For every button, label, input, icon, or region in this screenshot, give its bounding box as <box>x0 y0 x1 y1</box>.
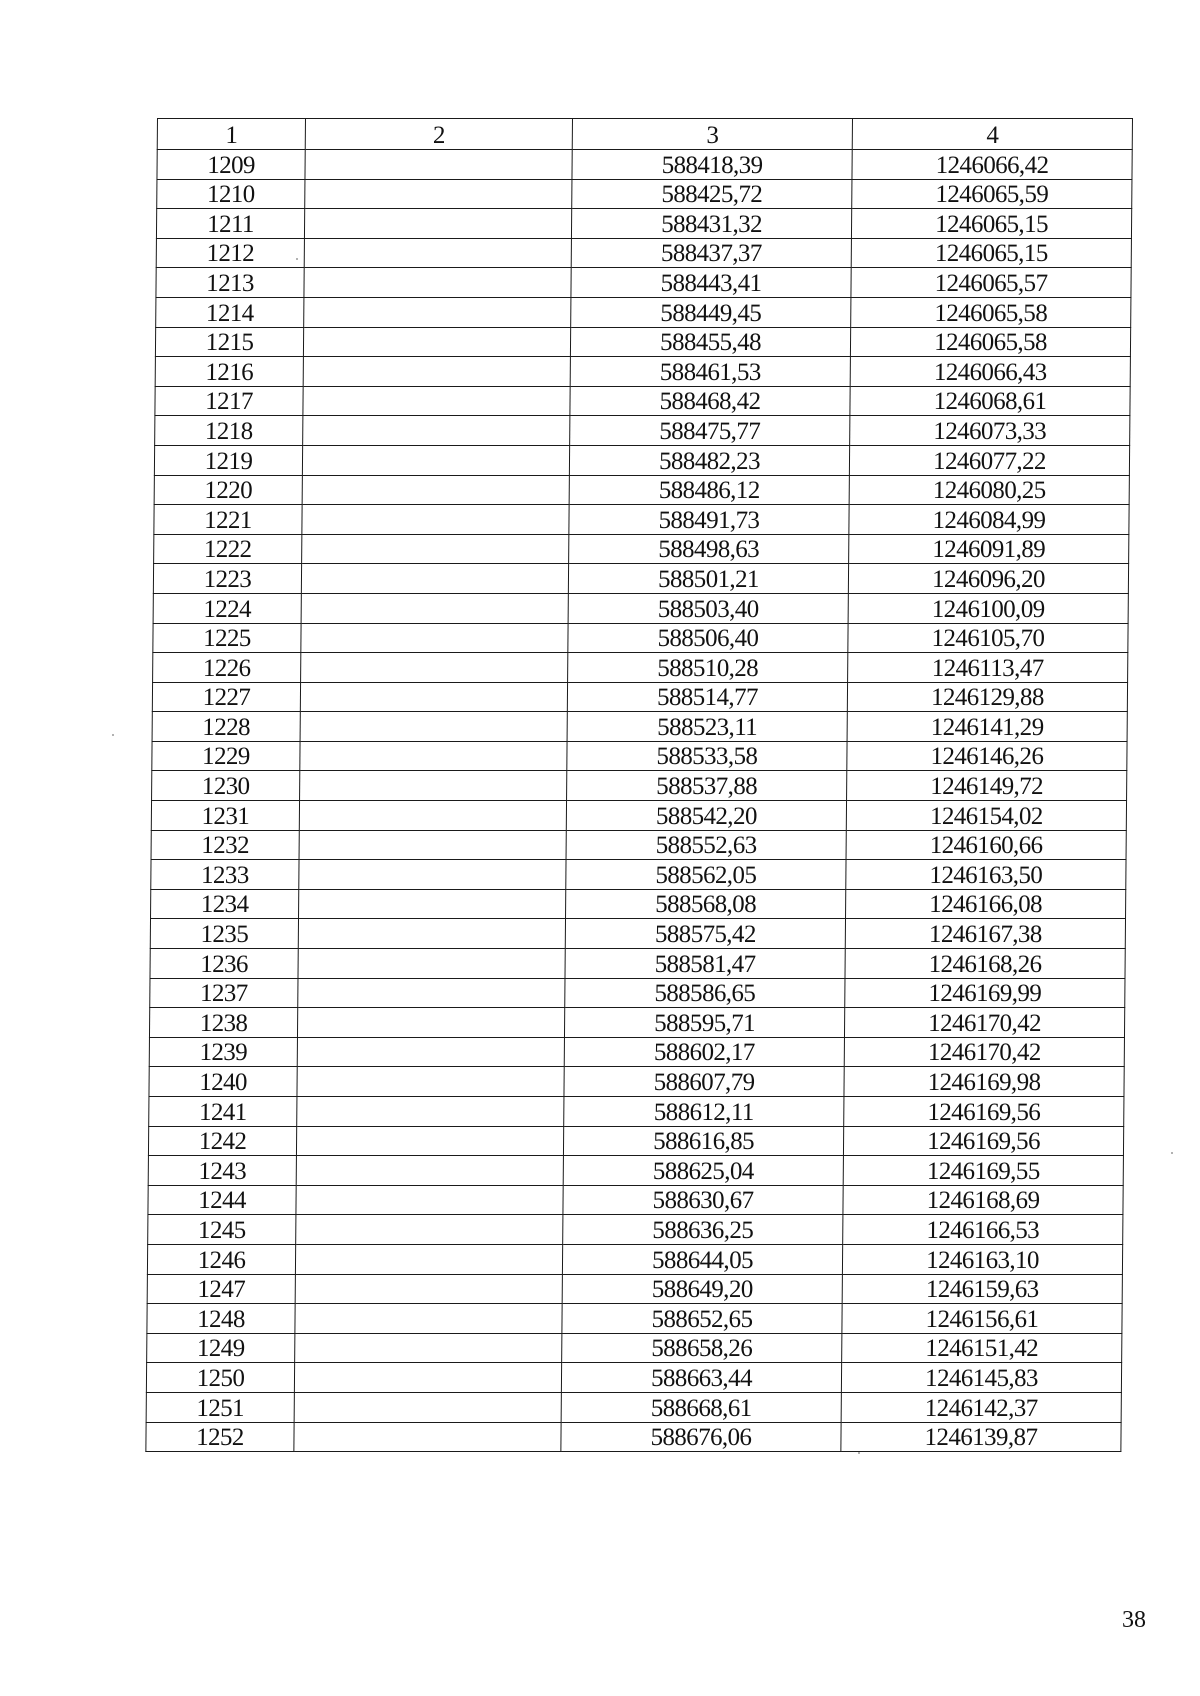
table-row <box>151 830 1126 860</box>
table-row <box>148 1126 1123 1156</box>
row-number-cell: 1217 <box>155 386 303 416</box>
y-coordinate-cell: 1246159,63 <box>842 1274 1122 1304</box>
row-number-cell: 1250 <box>146 1363 294 1393</box>
x-coordinate-cell: 588668,61 <box>561 1392 841 1422</box>
table-header <box>157 119 1132 150</box>
table-row <box>148 1215 1123 1245</box>
y-coordinate-cell: 1246065,57 <box>851 268 1131 298</box>
scan-artifact <box>858 1452 860 1454</box>
row-number-cell: 1231 <box>151 801 299 831</box>
empty-cell <box>295 1274 562 1304</box>
header-row <box>157 119 1132 150</box>
y-coordinate-cell: 1246100,09 <box>848 593 1128 623</box>
x-coordinate-cell: 588461,53 <box>570 357 850 387</box>
x-coordinate-cell: 588468,42 <box>570 386 850 416</box>
y-coordinate-cell: 1246129,88 <box>847 682 1127 712</box>
row-number-cell: 1233 <box>151 860 299 890</box>
row-number-cell: 1230 <box>152 771 300 801</box>
empty-cell <box>299 860 566 890</box>
empty-cell <box>298 978 565 1008</box>
x-coordinate-cell: 588636,25 <box>563 1215 843 1245</box>
empty-cell <box>299 801 566 831</box>
table-row <box>155 416 1130 446</box>
table-row <box>147 1244 1122 1274</box>
y-coordinate-cell: 1246077,22 <box>849 445 1129 475</box>
x-coordinate-cell: 588514,77 <box>567 682 847 712</box>
empty-cell <box>302 534 569 564</box>
y-coordinate-cell: 1246169,99 <box>845 978 1125 1008</box>
y-coordinate-cell: 1246065,58 <box>850 327 1130 357</box>
table-row <box>151 889 1126 919</box>
x-coordinate-cell: 588537,88 <box>567 771 847 801</box>
row-number-cell: 1238 <box>149 1008 297 1038</box>
row-number-cell: 1245 <box>148 1215 296 1245</box>
empty-cell <box>301 564 568 594</box>
scan-artifact <box>112 734 114 736</box>
x-coordinate-cell: 588482,23 <box>569 445 849 475</box>
empty-cell <box>294 1422 561 1452</box>
x-coordinate-cell: 588562,05 <box>566 860 846 890</box>
row-number-cell: 1215 <box>155 327 303 357</box>
empty-cell <box>301 623 568 653</box>
table-row <box>147 1333 1122 1363</box>
row-number-cell: 1244 <box>148 1185 296 1215</box>
table-row <box>146 1363 1121 1393</box>
y-coordinate-cell: 1246068,61 <box>850 386 1130 416</box>
x-coordinate-cell: 588491,73 <box>569 505 849 535</box>
empty-cell <box>295 1304 562 1334</box>
empty-cell <box>298 919 565 949</box>
row-number-cell: 1237 <box>150 978 298 1008</box>
y-coordinate-cell: 1246091,89 <box>849 534 1129 564</box>
table-row <box>148 1156 1123 1186</box>
x-coordinate-cell: 588663,44 <box>561 1363 841 1393</box>
row-number-cell: 1243 <box>148 1156 296 1186</box>
table-row <box>147 1304 1122 1334</box>
empty-cell <box>295 1333 562 1363</box>
table-row <box>149 1008 1124 1038</box>
table-row <box>148 1185 1123 1215</box>
x-coordinate-cell: 588506,40 <box>568 623 848 653</box>
empty-cell <box>300 771 567 801</box>
x-coordinate-cell: 588676,06 <box>561 1422 841 1452</box>
column-header-4: 4 <box>852 119 1132 150</box>
empty-cell <box>296 1215 563 1245</box>
empty-cell <box>297 1067 564 1097</box>
x-coordinate-cell: 588575,42 <box>565 919 845 949</box>
row-number-cell: 1240 <box>149 1067 297 1097</box>
empty-cell <box>297 1037 564 1067</box>
row-number-cell: 1235 <box>150 919 298 949</box>
table-row <box>152 712 1127 742</box>
table-row <box>156 268 1131 298</box>
table-row <box>153 593 1128 623</box>
scan-artifact <box>1171 1152 1173 1154</box>
y-coordinate-cell: 1246156,61 <box>842 1304 1122 1334</box>
empty-cell <box>304 209 571 239</box>
table-row <box>154 475 1129 505</box>
x-coordinate-cell: 588533,58 <box>567 741 847 771</box>
y-coordinate-cell: 1246167,38 <box>845 919 1125 949</box>
row-number-cell: 1246 <box>147 1244 295 1274</box>
x-coordinate-cell: 588443,41 <box>571 268 851 298</box>
row-number-cell: 1224 <box>153 593 301 623</box>
empty-cell <box>299 889 566 919</box>
row-number-cell: 1242 <box>148 1126 296 1156</box>
empty-cell <box>303 386 570 416</box>
empty-cell <box>298 949 565 979</box>
table-row <box>155 327 1130 357</box>
y-coordinate-cell: 1246146,26 <box>847 741 1127 771</box>
y-coordinate-cell: 1246065,59 <box>852 179 1132 209</box>
x-coordinate-cell: 588437,37 <box>571 238 851 268</box>
y-coordinate-cell: 1246113,47 <box>848 653 1128 683</box>
y-coordinate-cell: 1246145,83 <box>841 1363 1121 1393</box>
y-coordinate-cell: 1246065,15 <box>851 238 1131 268</box>
x-coordinate-cell: 588501,21 <box>568 564 848 594</box>
table-row <box>157 150 1132 180</box>
table-row <box>156 238 1131 268</box>
empty-cell <box>300 682 567 712</box>
table-row <box>150 919 1125 949</box>
empty-cell <box>300 712 567 742</box>
table-row <box>149 1067 1124 1097</box>
empty-cell <box>304 297 571 327</box>
row-number-cell: 1248 <box>147 1304 295 1334</box>
y-coordinate-cell: 1246169,56 <box>844 1097 1124 1127</box>
y-coordinate-cell: 1246170,42 <box>844 1008 1124 1038</box>
x-coordinate-cell: 588607,79 <box>564 1067 844 1097</box>
table-row <box>152 741 1127 771</box>
empty-cell <box>297 1008 564 1038</box>
y-coordinate-cell: 1246169,98 <box>844 1067 1124 1097</box>
x-coordinate-cell: 588552,63 <box>566 830 846 860</box>
table-row <box>146 1422 1121 1452</box>
table-row <box>157 179 1132 209</box>
y-coordinate-cell: 1246170,42 <box>844 1037 1124 1067</box>
column-header-1: 1 <box>157 119 305 150</box>
empty-cell <box>301 653 568 683</box>
empty-cell <box>295 1244 562 1274</box>
row-number-cell: 1227 <box>152 682 300 712</box>
x-coordinate-cell: 588658,26 <box>562 1333 842 1363</box>
table-row <box>155 386 1130 416</box>
row-number-cell: 1211 <box>156 209 304 239</box>
table-row <box>154 505 1129 535</box>
y-coordinate-cell: 1246160,66 <box>846 830 1126 860</box>
row-number-cell: 1225 <box>153 623 301 653</box>
y-coordinate-cell: 1246163,50 <box>846 860 1126 890</box>
y-coordinate-cell: 1246066,43 <box>850 357 1130 387</box>
coordinates-table <box>145 118 1133 1452</box>
page-number: 38 <box>1122 1607 1146 1633</box>
y-coordinate-cell: 1246142,37 <box>841 1392 1121 1422</box>
x-coordinate-cell: 588616,85 <box>563 1126 843 1156</box>
y-coordinate-cell: 1246163,10 <box>842 1244 1122 1274</box>
y-coordinate-cell: 1246139,87 <box>841 1422 1121 1452</box>
empty-cell <box>296 1126 563 1156</box>
x-coordinate-cell: 588595,71 <box>564 1008 844 1038</box>
row-number-cell: 1229 <box>152 741 300 771</box>
x-coordinate-cell: 588625,04 <box>563 1156 843 1186</box>
x-coordinate-cell: 588510,28 <box>568 653 848 683</box>
row-number-cell: 1221 <box>154 505 302 535</box>
empty-cell <box>296 1185 563 1215</box>
row-number-cell: 1218 <box>155 416 303 446</box>
y-coordinate-cell: 1246166,53 <box>843 1215 1123 1245</box>
row-number-cell: 1247 <box>147 1274 295 1304</box>
y-coordinate-cell: 1246105,70 <box>848 623 1128 653</box>
row-number-cell: 1251 <box>146 1392 294 1422</box>
x-coordinate-cell: 588475,77 <box>570 416 850 446</box>
x-coordinate-cell: 588486,12 <box>569 475 849 505</box>
x-coordinate-cell: 588649,20 <box>562 1274 842 1304</box>
row-number-cell: 1219 <box>154 445 302 475</box>
table-row <box>151 860 1126 890</box>
row-number-cell: 1241 <box>149 1097 297 1127</box>
column-header-2: 2 <box>305 119 572 150</box>
y-coordinate-cell: 1246080,25 <box>849 475 1129 505</box>
empty-cell <box>304 238 571 268</box>
y-coordinate-cell: 1246084,99 <box>849 505 1129 535</box>
empty-cell <box>302 505 569 535</box>
y-coordinate-cell: 1246066,42 <box>852 150 1132 180</box>
x-coordinate-cell: 588498,63 <box>569 534 849 564</box>
x-coordinate-cell: 588455,48 <box>570 327 850 357</box>
empty-cell <box>301 593 568 623</box>
table-row <box>153 623 1128 653</box>
row-number-cell: 1234 <box>151 889 299 919</box>
x-coordinate-cell: 588542,20 <box>566 801 846 831</box>
y-coordinate-cell: 1246169,55 <box>843 1156 1123 1186</box>
x-coordinate-cell: 588418,39 <box>572 150 852 180</box>
x-coordinate-cell: 588652,65 <box>562 1304 842 1334</box>
row-number-cell: 1214 <box>156 297 304 327</box>
table-row <box>152 771 1127 801</box>
table-row <box>153 564 1128 594</box>
empty-cell <box>303 357 570 387</box>
column-header-3: 3 <box>572 119 852 150</box>
x-coordinate-cell: 588425,72 <box>572 179 852 209</box>
table-row <box>155 357 1130 387</box>
empty-cell <box>294 1363 561 1393</box>
empty-cell <box>303 327 570 357</box>
row-number-cell: 1213 <box>156 268 304 298</box>
table-row <box>154 534 1129 564</box>
x-coordinate-cell: 588644,05 <box>562 1244 842 1274</box>
row-number-cell: 1252 <box>146 1422 294 1452</box>
y-coordinate-cell: 1246151,42 <box>842 1333 1122 1363</box>
table-row <box>150 949 1125 979</box>
empty-cell <box>302 445 569 475</box>
row-number-cell: 1210 <box>157 179 305 209</box>
table-row <box>153 653 1128 683</box>
table-row <box>151 801 1126 831</box>
y-coordinate-cell: 1246065,15 <box>851 209 1131 239</box>
x-coordinate-cell: 588568,08 <box>566 889 846 919</box>
empty-cell <box>302 475 569 505</box>
row-number-cell: 1220 <box>154 475 302 505</box>
row-number-cell: 1226 <box>153 653 301 683</box>
row-number-cell: 1249 <box>147 1333 295 1363</box>
y-coordinate-cell: 1246141,29 <box>847 712 1127 742</box>
x-coordinate-cell: 588581,47 <box>565 949 845 979</box>
empty-cell <box>303 416 570 446</box>
x-coordinate-cell: 588602,17 <box>564 1037 844 1067</box>
x-coordinate-cell: 588503,40 <box>568 593 848 623</box>
row-number-cell: 1236 <box>150 949 298 979</box>
x-coordinate-cell: 588449,45 <box>571 297 851 327</box>
y-coordinate-cell: 1246168,69 <box>843 1185 1123 1215</box>
table-row <box>149 1037 1124 1067</box>
empty-cell <box>297 1097 564 1127</box>
row-number-cell: 1222 <box>154 534 302 564</box>
x-coordinate-cell: 588523,11 <box>567 712 847 742</box>
table-body <box>146 150 1132 1452</box>
table-row <box>156 209 1131 239</box>
y-coordinate-cell: 1246073,33 <box>850 416 1130 446</box>
empty-cell <box>304 268 571 298</box>
y-coordinate-cell: 1246154,02 <box>846 801 1126 831</box>
row-number-cell: 1232 <box>151 830 299 860</box>
x-coordinate-cell: 588586,65 <box>565 978 845 1008</box>
table-row <box>150 978 1125 1008</box>
scan-artifact <box>296 258 298 260</box>
row-number-cell: 1209 <box>157 150 305 180</box>
row-number-cell: 1228 <box>152 712 300 742</box>
y-coordinate-cell: 1246169,56 <box>843 1126 1123 1156</box>
table-row <box>147 1274 1122 1304</box>
table-row <box>146 1392 1121 1422</box>
row-number-cell: 1223 <box>153 564 301 594</box>
table-row <box>152 682 1127 712</box>
table-row <box>156 297 1131 327</box>
empty-cell <box>300 741 567 771</box>
table-row <box>154 445 1129 475</box>
row-number-cell: 1212 <box>156 238 304 268</box>
empty-cell <box>294 1392 561 1422</box>
y-coordinate-cell: 1246168,26 <box>845 949 1125 979</box>
table-row <box>149 1097 1124 1127</box>
empty-cell <box>299 830 566 860</box>
y-coordinate-cell: 1246096,20 <box>848 564 1128 594</box>
row-number-cell: 1216 <box>155 357 303 387</box>
empty-cell <box>305 179 572 209</box>
y-coordinate-cell: 1246149,72 <box>847 771 1127 801</box>
x-coordinate-cell: 588431,32 <box>571 209 851 239</box>
row-number-cell: 1239 <box>149 1037 297 1067</box>
x-coordinate-cell: 588630,67 <box>563 1185 843 1215</box>
y-coordinate-cell: 1246065,58 <box>851 297 1131 327</box>
y-coordinate-cell: 1246166,08 <box>846 889 1126 919</box>
x-coordinate-cell: 588612,11 <box>564 1097 844 1127</box>
empty-cell <box>305 150 572 180</box>
empty-cell <box>296 1156 563 1186</box>
